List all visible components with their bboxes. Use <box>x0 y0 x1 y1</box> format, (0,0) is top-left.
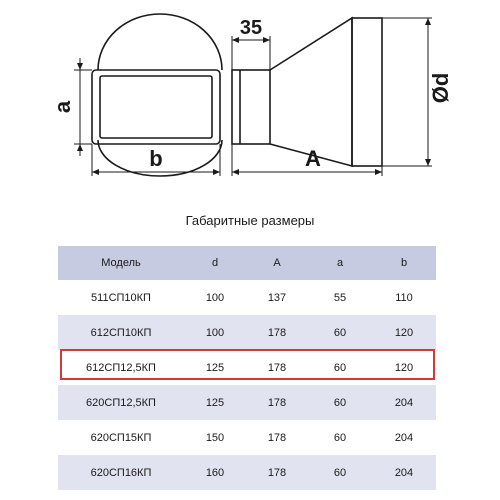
header-a: a <box>308 246 372 280</box>
cell-b: 120 <box>372 350 436 385</box>
cell-model: 612СП12,5КП <box>58 350 184 385</box>
transition-body <box>270 18 352 166</box>
cell-d: 160 <box>184 455 246 490</box>
highlight-frame <box>60 349 435 380</box>
label-d: Ød <box>428 72 453 104</box>
cell-A: 178 <box>246 420 308 455</box>
arrow-35-left <box>232 37 239 43</box>
cell-b: 204 <box>372 385 436 420</box>
cell-d: 125 <box>184 350 246 385</box>
rect-spigot <box>232 70 270 144</box>
header-b: b <box>372 246 436 280</box>
cell-d: 100 <box>184 280 246 315</box>
table-header-row <box>58 246 436 280</box>
label-A: A <box>305 146 321 171</box>
arrow-d-bottom <box>425 159 431 166</box>
label-35: 35 <box>239 17 263 39</box>
arrow-d-top <box>425 18 431 25</box>
arrow-A-right <box>375 169 382 175</box>
cell-A: 178 <box>246 315 308 350</box>
cell-model: 612СП10КП <box>58 315 184 350</box>
cell-A: 137 <box>246 280 308 315</box>
arrow-a-bottom <box>77 144 83 151</box>
table-title: Габаритные размеры <box>185 213 315 228</box>
table-row <box>58 420 436 455</box>
cell-model: 620СП16КП <box>58 455 184 490</box>
adapter-technical-drawing <box>0 0 500 200</box>
arrow-A-left <box>232 169 239 175</box>
arrow-b-right <box>213 169 220 175</box>
cell-a: 60 <box>308 455 372 490</box>
cell-A: 178 <box>246 385 308 420</box>
arrow-35-right <box>263 37 270 43</box>
round-collar <box>352 18 382 166</box>
cell-b: 120 <box>372 315 436 350</box>
header-A: A <box>246 246 308 280</box>
cell-b: 204 <box>372 420 436 455</box>
cell-d: 100 <box>184 315 246 350</box>
cell-d: 150 <box>184 420 246 455</box>
cell-b: 110 <box>372 280 436 315</box>
rect-flange-inner <box>100 76 212 138</box>
header-d: d <box>184 246 246 280</box>
arrow-b-left <box>92 169 99 175</box>
label-a: a <box>50 100 75 114</box>
cell-A: 178 <box>246 455 308 490</box>
arrow-a-top <box>77 63 83 70</box>
cell-a: 60 <box>308 315 372 350</box>
label-b: b <box>149 146 163 171</box>
rect-flange-outer <box>92 70 220 144</box>
table-row <box>58 455 436 490</box>
header-model: Модель <box>58 246 184 280</box>
cell-a: 60 <box>308 350 372 385</box>
table-row <box>58 385 436 420</box>
cell-d: 125 <box>184 385 246 420</box>
cell-b: 204 <box>372 455 436 490</box>
table-row <box>58 280 436 315</box>
cell-A: 178 <box>246 350 308 385</box>
table-row <box>58 315 436 350</box>
cell-model: 620СП15КП <box>58 420 184 455</box>
cell-a: 60 <box>308 385 372 420</box>
cell-model: 511СП10КП <box>58 280 184 315</box>
cell-a: 55 <box>308 280 372 315</box>
cell-a: 60 <box>308 420 372 455</box>
cell-model: 620СП12,5КП <box>58 385 184 420</box>
round-outline <box>98 14 222 70</box>
